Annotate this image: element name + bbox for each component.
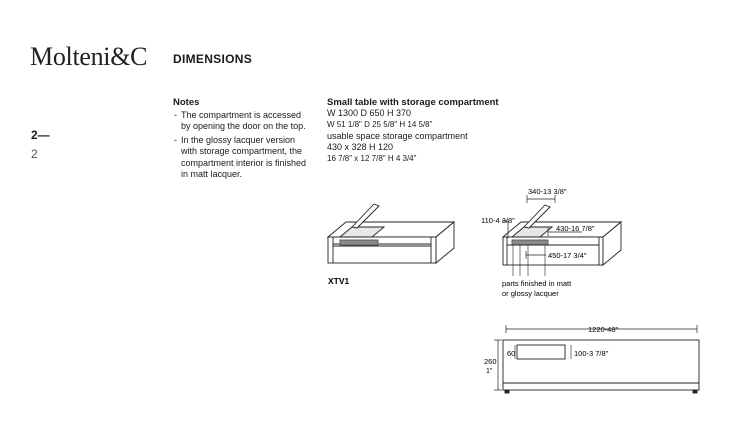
parts-note-line1: parts finished in matt bbox=[502, 279, 572, 288]
dim-260-label: 260 bbox=[484, 357, 497, 366]
dim-450-label: 450-17 3/4" bbox=[548, 251, 587, 260]
dimensions-mm: W 1300 D 650 H 370 bbox=[327, 108, 412, 119]
section-title: DIMENSIONS bbox=[173, 52, 253, 66]
page-current: 2— bbox=[31, 128, 50, 142]
dim-60-label: 60 bbox=[507, 349, 516, 358]
dim-100-label: 100-3 7/8" bbox=[574, 349, 609, 358]
drawing-code: XTV1 bbox=[328, 276, 350, 286]
dim-110-label: 110-4 3/8" bbox=[481, 216, 515, 225]
parts-note-line2: or glossy lacquer bbox=[502, 289, 559, 298]
note-item: - In the glossy lacquer version with storage compartment, the compartment interior is finished in matt lacquer. bbox=[173, 135, 313, 181]
notes-title: Notes bbox=[173, 97, 200, 108]
usable-mm: 430 x 328 H 120 bbox=[327, 141, 394, 152]
usable-label: usable space storage compartment bbox=[327, 130, 468, 141]
dim-430-label: 430-16 7/8" bbox=[556, 224, 595, 233]
dim-260-in-label: 1" bbox=[486, 368, 493, 375]
page-total: 2 bbox=[31, 147, 38, 161]
drawing-table-dimensioned bbox=[502, 195, 621, 276]
dimensions-in: W 51 1/8" D 25 5/8" H 14 5/8" bbox=[327, 120, 433, 130]
brand-logo: Molteni&C bbox=[30, 42, 148, 71]
dim-340-label: 340-13 3/8" bbox=[528, 187, 567, 196]
note-item: - The compartment is accessed by opening the door on the top. bbox=[173, 110, 313, 133]
dim-1220-label: 1220-48" bbox=[588, 325, 619, 334]
product-title: Small table with storage compartment bbox=[327, 97, 499, 108]
drawing-front-elevation bbox=[494, 325, 699, 393]
drawing-table-open bbox=[328, 204, 454, 263]
usable-in: 16 7/8" x 12 7/8" H 4 3/4" bbox=[327, 154, 417, 164]
